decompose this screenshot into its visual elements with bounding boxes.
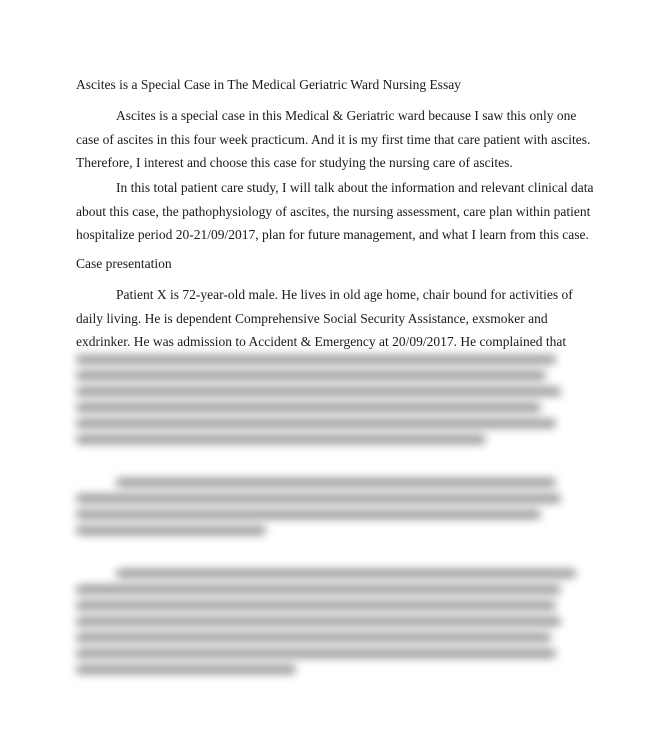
paragraph-line: Patient X is 72-year-old male. He lives in old age home, chair bound for activities of bbox=[116, 287, 573, 302]
blurred-paragraph bbox=[76, 569, 576, 674]
case-paragraph bbox=[76, 283, 576, 354]
blurred-paragraph bbox=[76, 478, 576, 535]
blurred-paragraph bbox=[76, 355, 576, 444]
section-heading: Case presentation bbox=[76, 256, 172, 271]
paragraph-line: exdrinker. He was admission to Accident & Emergency at 20/09/2017. He complained that bbox=[76, 334, 567, 349]
paragraph-line: Therefore, I interest and choose this case for studying the nursing care of ascites. bbox=[76, 155, 513, 170]
scope-paragraph bbox=[76, 176, 594, 247]
paragraph-line: about this case, the pathophysiology of ascites, the nursing assessment, care plan within patient bbox=[76, 203, 591, 219]
essay-title: Ascites is a Special Case in The Medical Geriatric Ward Nursing Essay bbox=[76, 77, 461, 92]
paragraph-line: Ascites is a special case in this Medical & Geriatric ward because I saw this only one bbox=[116, 108, 577, 123]
paragraph-line: case of ascites in this four week practicum. And it is my first time that care patient with ascites. bbox=[76, 131, 591, 147]
intro-paragraph bbox=[76, 104, 591, 175]
paragraph-line: daily living. He is dependent Comprehensive Social Security Assistance, exsmoker and bbox=[76, 310, 548, 326]
blurred-text-region bbox=[76, 348, 576, 681]
paragraph-line: In this total patient care study, I will talk about the information and relevant clinical data bbox=[116, 180, 594, 195]
paragraph-line: hospitalize period 20-21/09/2017, plan for future management, and what I learn from this case. bbox=[76, 227, 589, 242]
